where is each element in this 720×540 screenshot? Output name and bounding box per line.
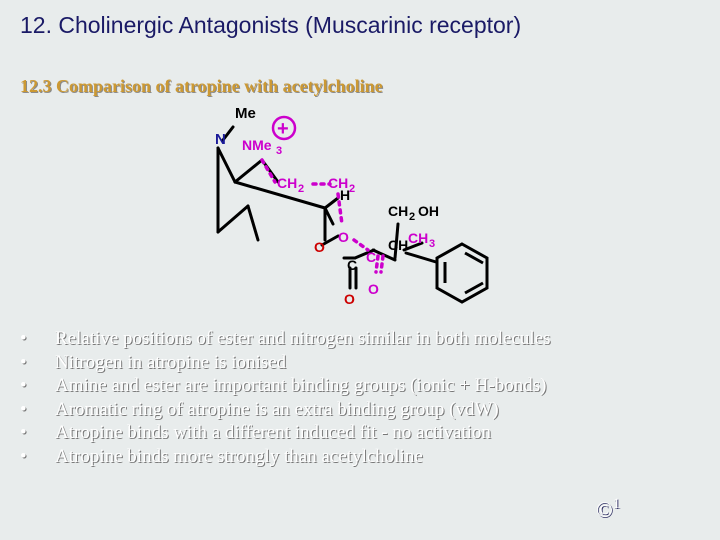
list-item (20, 398, 550, 422)
ch2oh-oh-label: OH (418, 203, 439, 219)
ch2-subscript-a: 2 (298, 183, 305, 195)
bullet-text: Relative positions of ester and nitrogen similar in both molecules (55, 328, 551, 349)
bullet-marker: • (20, 351, 27, 373)
positive-charge-label: + (277, 118, 289, 140)
slide-subtitle: 12.3 Comparison of atropine with acetylcholine (20, 76, 383, 96)
bullet-text: Nitrogen in atropine is ionised (55, 351, 287, 373)
ch-label: CH (388, 237, 409, 253)
carbonyl-carbon-atropine: C (347, 257, 358, 273)
bullet-marker: • (20, 422, 27, 443)
list-item (20, 445, 550, 469)
bullet-text: Atropine binds more strongly than acetylcholine (55, 445, 423, 467)
ch2-subscript-b: 2 (349, 183, 356, 195)
ch3-subscript: 3 (429, 238, 436, 250)
ch2-label-a: CH (277, 175, 298, 191)
footnote-number: 1 (612, 496, 621, 512)
ester-oxygen-atropine: O (314, 239, 325, 255)
carbonyl-carbon-acetylcholine: C (366, 249, 377, 265)
copyright-footer (596, 496, 620, 523)
bullet-text: Amine and ester are important binding groups (ionic + H-bonds) (55, 375, 547, 396)
carbonyl-oxygen-atropine: O (344, 291, 355, 307)
slide-title: 12. Cholinergic Antagonists (Muscarinic receptor) (20, 12, 522, 38)
list-item (20, 351, 550, 375)
bullet-text: Aromatic ring of atropine is an extra binding group (vdW) (55, 398, 499, 420)
bullet-marker: • (20, 398, 27, 420)
ch2oh-subscript: 2 (409, 211, 416, 223)
copyright-symbol: © (596, 497, 613, 522)
atropine-acetylcholine-structure (190, 100, 500, 310)
aromatic-ring (437, 244, 487, 302)
list-item (20, 374, 550, 398)
carbonyl-oxygen-acetylcholine: O (368, 281, 379, 297)
bullet-marker: • (20, 445, 27, 467)
ch3-label: CH (408, 230, 429, 246)
methyl-label: Me (235, 105, 256, 122)
list-item (20, 327, 550, 351)
bullet-text: Atropine binds with a different induced fit - no activation (55, 422, 492, 443)
bullet-marker: • (20, 375, 27, 396)
hydrogen-label: H (340, 187, 351, 203)
nme3-label: NMe (242, 137, 272, 153)
nitrogen-label: N (215, 131, 226, 148)
ch2oh-label: CH (388, 203, 409, 219)
bullet-list (20, 327, 550, 468)
nme3-subscript: 3 (276, 145, 283, 157)
ch2-label-b: CH (328, 175, 349, 191)
list-item (20, 421, 550, 445)
ester-oxygen-acetylcholine: O (338, 229, 349, 245)
bullet-marker: • (20, 328, 27, 349)
